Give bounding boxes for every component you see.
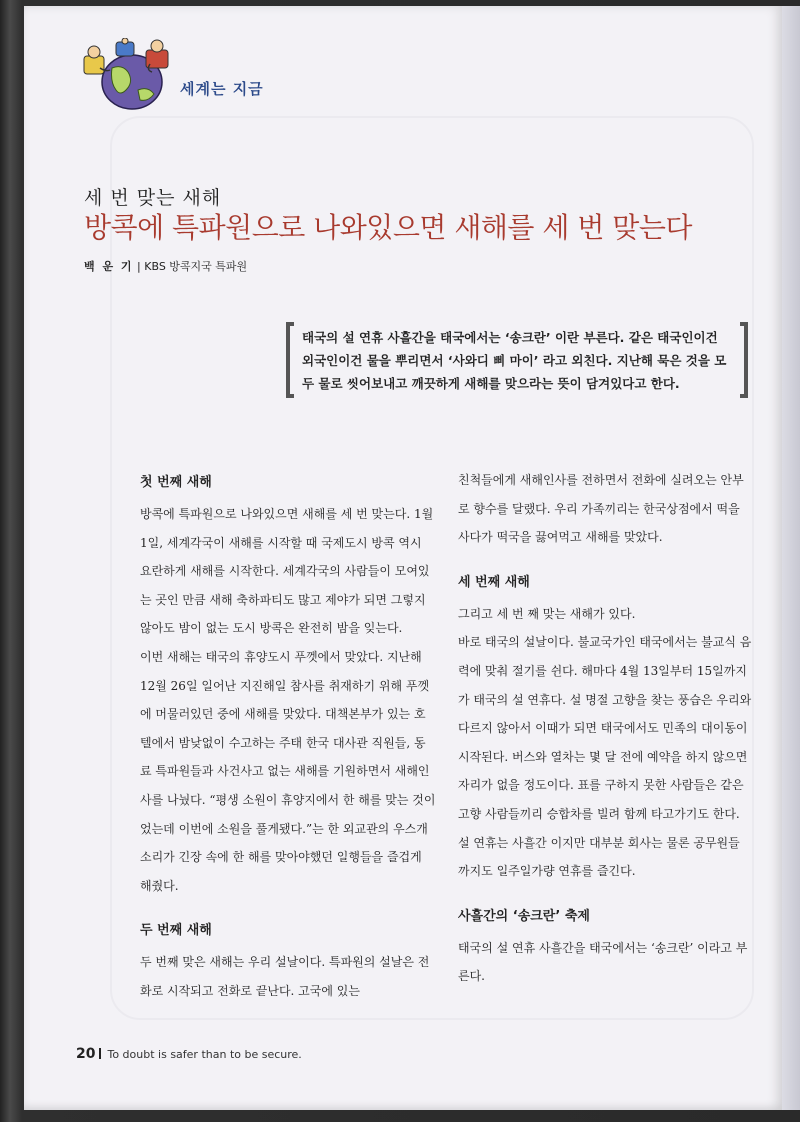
byline-separator: |: [137, 260, 145, 273]
section-label: 세계는 지금: [180, 80, 264, 98]
lead-box: [286, 322, 748, 398]
right-bracket: [740, 322, 748, 398]
footer-motto: To doubt is safer than to be secure.: [107, 1048, 302, 1061]
spacer: [140, 900, 436, 914]
section-heading: 두 번째 새해: [140, 923, 212, 939]
globe-logo-icon: [76, 38, 176, 110]
author-role: KBS 방콕지국 특파원: [144, 260, 248, 273]
spacer: [458, 552, 754, 566]
body-paragraph: 방콕에 특파원으로 나와있으면 새해를 세 번 맞는다. 1월 1일, 세계각국이 새해를 시작할 때 국제도시 방콕 역시 요란하게 새해를 시작한다. 세계각국의 사람들이 모여있는 곳인 만큼 새해 축하파티도 많고 제야가 되면 그렇지 않아도 밤이 없는 도시 방콕은 완전히 밤을 잊는다.: [140, 507, 434, 636]
byline: [84, 258, 247, 274]
body-paragraph: 그리고 세 번 째 맞는 새해가 있다.: [458, 606, 636, 621]
left-column: [140, 466, 436, 1006]
body-paragraph: 바로 태국의 설날이다. 불교국가인 태국에서는 불교식 음력에 맞춰 절기를 쉰다. 해마다 4월 13일부터 15일까지가 태국의 설 연휴다. 설 명절 고향을 찾는 풍습은 우리와 다르지 않아서 이때가 되면 태국에서도 민족의 대이동이 시작된다. 버스와 열차는 몇 달 전에 예약을 하지 않으면 자리가 없을 정도이다. 표를 구하지 못한 사람들은 같은 고향 사람들끼리 승합차를 빌려 함께 타고가기도 한다. 설 연휴는 사흘간 이지만 대부분 회사는 물론 공무원들 까지도 일주일가량 연휴를 즐긴다.: [458, 635, 752, 879]
spacer: [458, 886, 754, 900]
article-kicker: 세 번 맞는 새해: [84, 187, 222, 209]
section-heading: 첫 번째 새해: [140, 475, 212, 490]
body-paragraph: 친척들에게 새해인사를 전하면서 전화에 실려오는 안부로 향수를 달랬다. 우리 가족끼리는 한국상점에서 떡을 사다가 떡국을 끓여먹고 새해를 맞았다.: [458, 473, 744, 545]
left-bracket: [286, 322, 294, 398]
author-name: 백 운 기: [84, 260, 134, 273]
page-number: 20: [76, 1046, 96, 1062]
page-footer: [76, 1046, 302, 1062]
lead-text: 태국의 설 연휴 사흘간을 태국에서는 ‘송크란’ 이란 부른다. 같은 태국인이건 외국인이건 물을 뿌리면서 ‘사와디 삐 마이’ 라고 외친다. 지난해 묵은 것을 모두 물로 씻어보내고 깨끗하게 새해를 맞으라는 뜻이 담겨있다고 한다.: [302, 330, 727, 391]
body-paragraph: 두 번째 맞은 새해는 우리 설날이다. 특파원의 설날은 전화로 시작되고 전화로 끝난다. 고국에 있는: [140, 955, 430, 998]
footer-divider: [99, 1048, 101, 1059]
page-edge: [782, 6, 800, 1110]
body-paragraph: 이번 새해는 태국의 휴양도시 푸껫에서 맞았다. 지난해 12월 26일 일어난 지진해일 참사를 취재하기 위해 푸껫에 머물러있던 중에 새해를 맞았다. 대책본부가 있는 호텔에서 밤낮없이 수고하는 주태 한국 대사관 직원들, 동료 특파원들과 사건사고 없는 새해를 기원하면서 새해인사를 나눴다. “평생 소원이 휴양지에서 한 해를 맞는 것이었는데 이번에 소원을 풀게됐다.”는 한 외교관의 우스개 소리가 긴장 속에 한 해를 맞아야했던 일행들을 즐겁게 해줬다.: [140, 649, 436, 893]
body-paragraph: 태국의 설 연휴 사흘간을 태국에서는 ‘송크란’ 이라고 부른다.: [458, 940, 748, 984]
right-column: [458, 466, 754, 991]
article-headline: 방콕에 특파원으로 나와있으면 새해를 세 번 맞는다: [84, 211, 692, 244]
section-heading: 사흘간의 ‘송크란’ 축제: [458, 908, 590, 924]
section-heading: 세 번째 새해: [458, 574, 530, 590]
